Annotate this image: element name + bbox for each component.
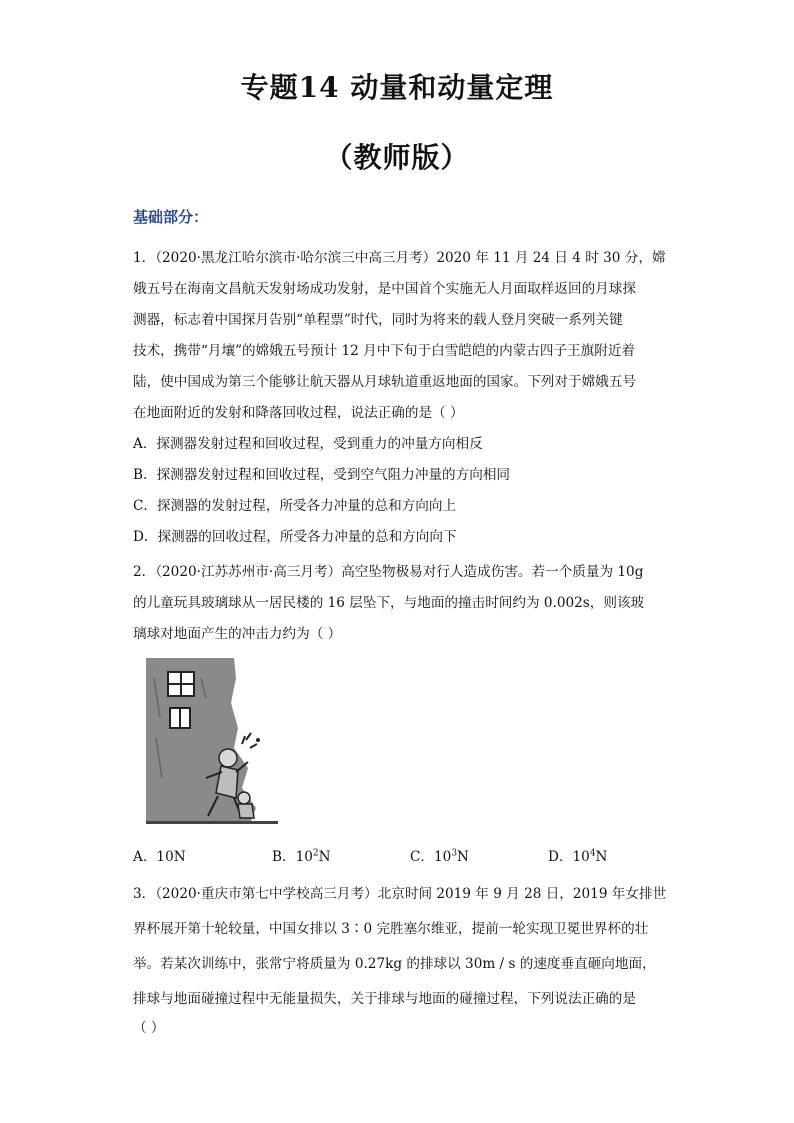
question-1-line: 在地面附近的发射和降落回收过程，说法正确的是（ ） bbox=[133, 405, 464, 421]
question-3-line: 3．（2020·重庆市第七中学校高三月考）北京时间 2019 年 9 月 28 日，2019 年女排世 bbox=[133, 886, 667, 902]
page-subtitle: （教师版） bbox=[324, 141, 470, 174]
option-label: D． bbox=[548, 849, 573, 865]
question-2-line: 的儿童玩具玻璃球从一居民楼的 16 层坠下，与地面的撞击时间约为 0.002s，则该玻 bbox=[133, 595, 645, 611]
question-2-option-a bbox=[133, 845, 186, 865]
question-1-option-c: C．探测器的发射过程，所受各力冲量的总和方向向上 bbox=[133, 498, 457, 514]
question-1-line: 测器，标志着中国探月告别“单程票”时代，同时为将来的载人登月突破一系列关键 bbox=[133, 312, 623, 328]
question-2-option-b bbox=[272, 845, 331, 865]
option-value: 10N bbox=[156, 849, 186, 865]
question-2-line: 璃球对地面产生的冲击力约为（ ） bbox=[133, 626, 342, 642]
question-1-option-d: D．探测器的回收过程，所受各力冲量的总和方向向下 bbox=[133, 529, 457, 545]
question-2-line: 2．（2020·江苏苏州市·高三月考）高空坠物极易对行人造成伤害。若一个质量为 10g bbox=[133, 564, 644, 580]
question-2-option-c bbox=[410, 845, 469, 865]
section-heading: 基础部分： bbox=[133, 208, 209, 226]
option-unit: N bbox=[318, 849, 331, 865]
question-1-line: 娥五号在海南文昌航天发射场成功发射，是中国首个实施无人月面取样返回的月球探 bbox=[133, 281, 636, 297]
question-3-line: 举。若某次训练中，张常宁将质量为 0.27kg 的排球以 30m / s 的速度垂直砸向地面， bbox=[133, 956, 656, 972]
option-base: 10 bbox=[572, 849, 590, 865]
option-label: C． bbox=[410, 849, 434, 865]
option-label: B． bbox=[272, 849, 296, 865]
option-exponent: 4 bbox=[589, 848, 596, 859]
question-2-option-d bbox=[548, 845, 607, 865]
page-title: 专题14 动量和动量定理 bbox=[240, 71, 554, 104]
option-base: 10 bbox=[434, 849, 452, 865]
question-3-line: （ ） bbox=[133, 1020, 165, 1036]
question-3-line: 界杯展开第十轮较量，中国女排以 3∶0 完胜塞尔维亚，提前一轮实现卫冕世界杯的壮 bbox=[133, 921, 649, 937]
question-1-line: 1．（2020·黑龙江哈尔滨市·哈尔滨三中高三月考）2020 年 11 月 24 日 4 时 30 分，嫦 bbox=[133, 250, 666, 266]
option-unit: N bbox=[595, 849, 608, 865]
option-label: A． bbox=[133, 849, 157, 865]
falling-object-illustration bbox=[146, 658, 278, 824]
question-1-line: 陆，使中国成为第三个能够让航天器从月球轨道重返地面的国家。下列对于嫦娥五号 bbox=[133, 374, 636, 390]
option-unit: N bbox=[457, 849, 469, 865]
option-base: 10 bbox=[295, 849, 313, 865]
question-1-option-a: A．探测器发射过程和回收过程，受到重力的冲量方向相反 bbox=[133, 436, 483, 452]
question-1-option-b: B．探测器发射过程和回收过程，受到空气阻力冲量的方向相同 bbox=[133, 467, 511, 483]
question-3-line: 排球与地面碰撞过程中无能量损失，关于排球与地面的碰撞过程，下列说法正确的是 bbox=[133, 991, 636, 1007]
option-exponent: 2 bbox=[312, 848, 319, 859]
question-1-line: 技术，携带“月壤”的嫦娥五号预计 12 月中下旬于白雪皑皑的内蒙古四子王旗附近着 bbox=[133, 343, 636, 359]
option-exponent: 3 bbox=[451, 848, 458, 859]
